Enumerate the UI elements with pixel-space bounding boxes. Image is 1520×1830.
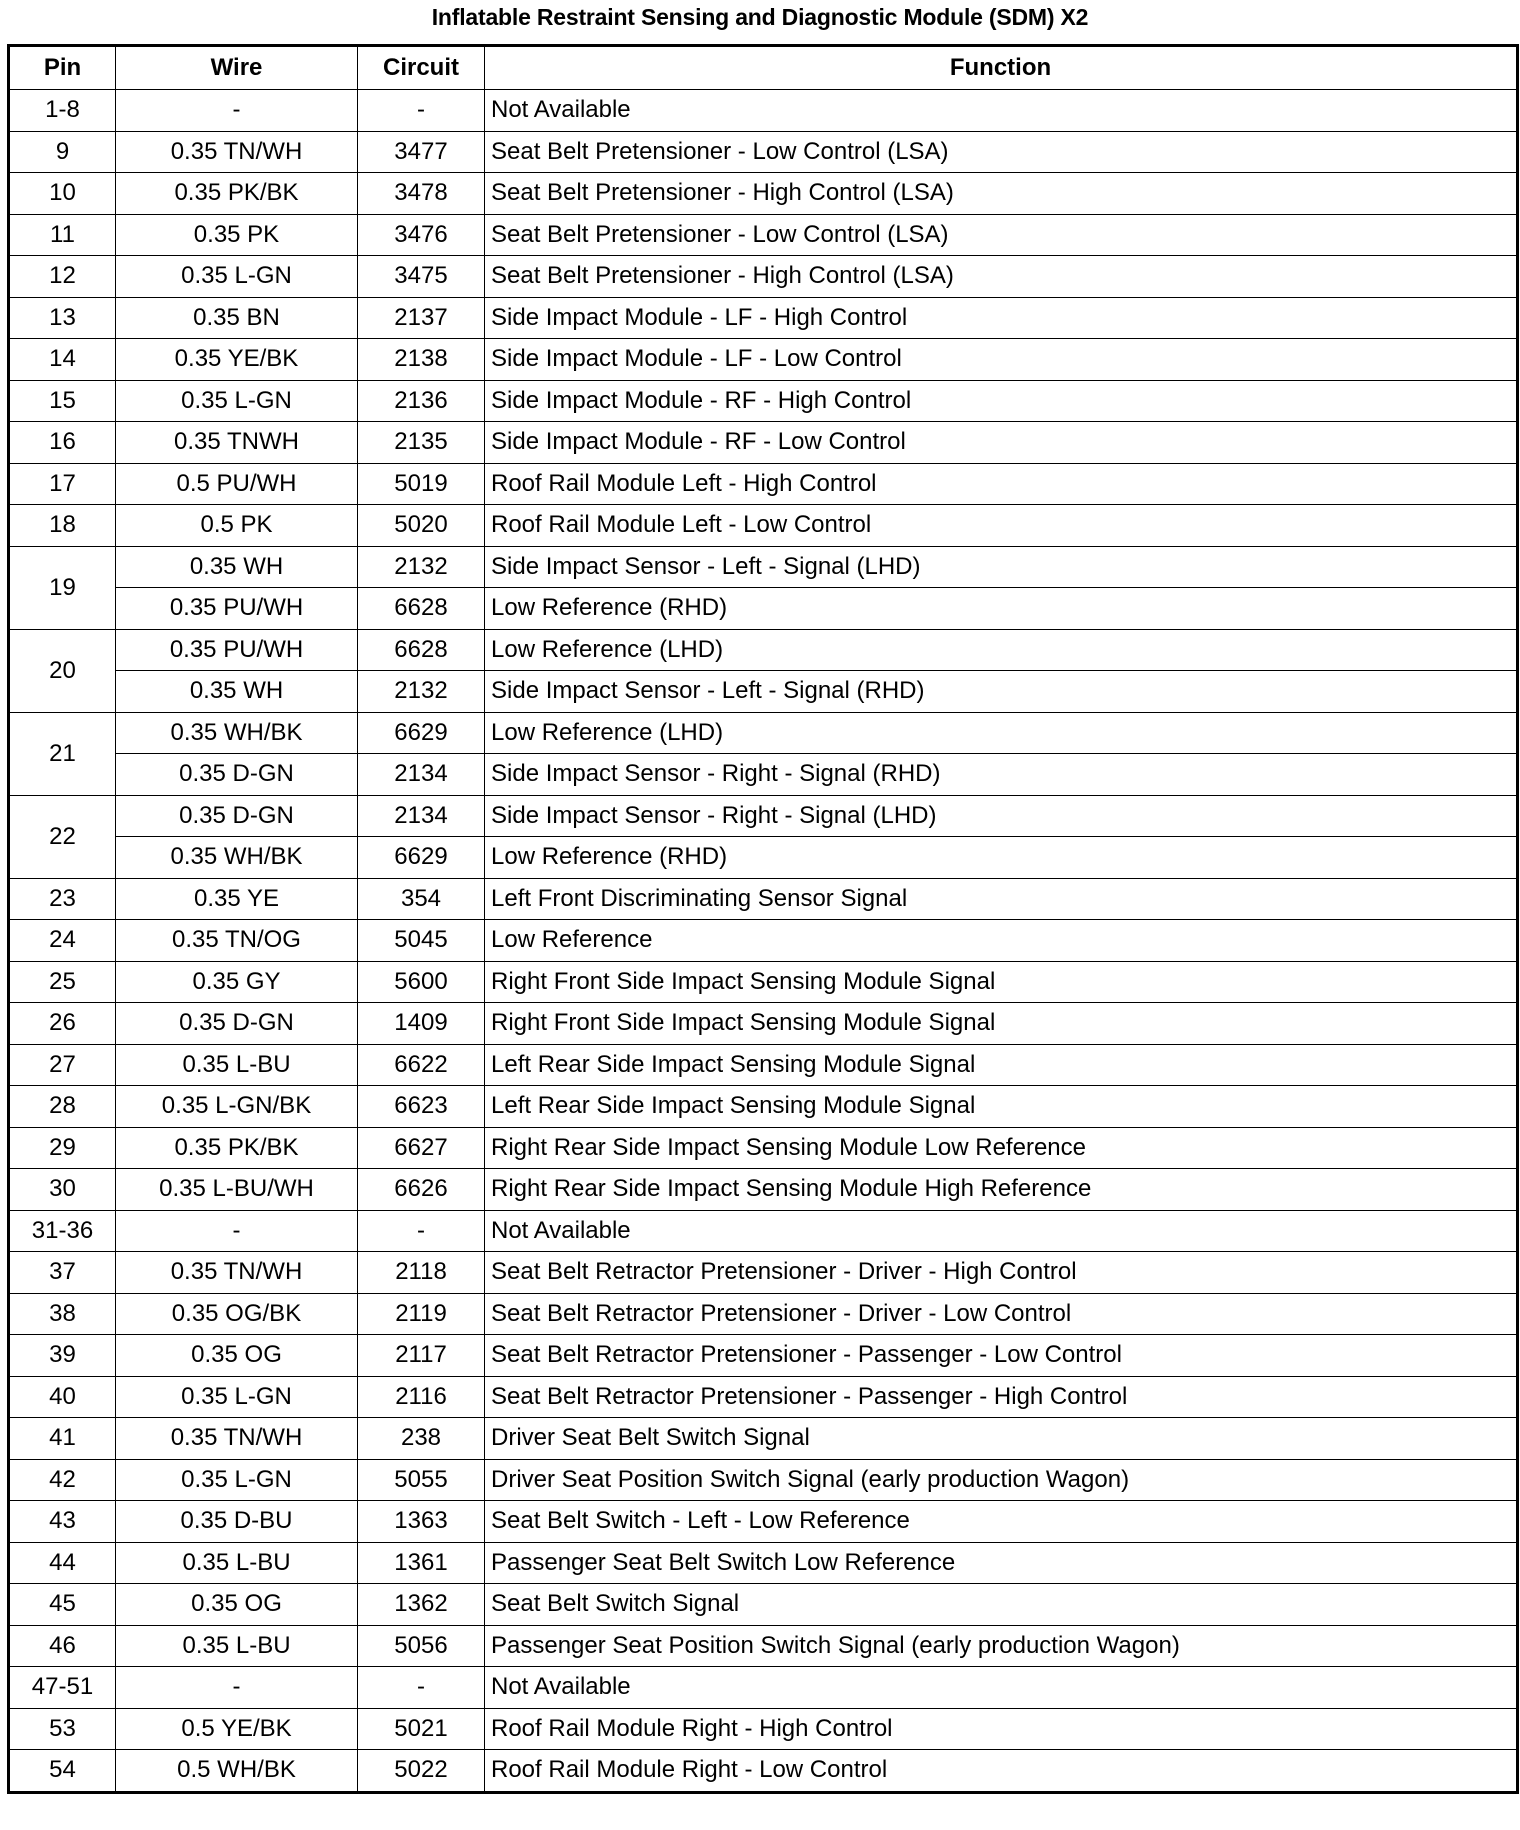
function-cell: Side Impact Sensor - Left - Signal (LHD) <box>485 546 1518 588</box>
wire-cell: 0.35 TN/OG <box>116 920 358 962</box>
function-cell: Side Impact Sensor - Right - Signal (LHD) <box>485 795 1518 837</box>
wire-cell: 0.35 TN/WH <box>116 131 358 173</box>
table-row <box>9 754 1518 796</box>
pin-cell: 18 <box>9 505 116 547</box>
circuit-cell: 5055 <box>358 1459 485 1501</box>
function-cell: Seat Belt Switch - Left - Low Reference <box>485 1501 1518 1543</box>
pin-cell: 53 <box>9 1708 116 1750</box>
function-cell: Driver Seat Position Switch Signal (early production Wagon) <box>485 1459 1518 1501</box>
circuit-cell: 6628 <box>358 588 485 630</box>
function-cell: Low Reference (RHD) <box>485 837 1518 879</box>
wire-cell: 0.35 D-GN <box>116 795 358 837</box>
function-cell: Seat Belt Switch Signal <box>485 1584 1518 1626</box>
table-row <box>9 1750 1518 1793</box>
function-cell: Roof Rail Module Left - Low Control <box>485 505 1518 547</box>
circuit-cell: 5021 <box>358 1708 485 1750</box>
wire-cell: 0.35 L-GN <box>116 380 358 422</box>
circuit-cell: 5020 <box>358 505 485 547</box>
header-pin: Pin <box>9 46 116 90</box>
table-row <box>9 1542 1518 1584</box>
circuit-cell: 6629 <box>358 837 485 879</box>
table-row <box>9 173 1518 215</box>
function-cell: Roof Rail Module Left - High Control <box>485 463 1518 505</box>
circuit-cell: 2118 <box>358 1252 485 1294</box>
table-row <box>9 214 1518 256</box>
wire-cell: 0.35 PK/BK <box>116 173 358 215</box>
table-row <box>9 920 1518 962</box>
function-cell: Not Available <box>485 90 1518 132</box>
function-cell: Not Available <box>485 1667 1518 1709</box>
table-row <box>9 1584 1518 1626</box>
function-cell: Seat Belt Retractor Pretensioner - Passenger - High Control <box>485 1376 1518 1418</box>
table-row <box>9 1708 1518 1750</box>
table-row <box>9 463 1518 505</box>
table-row <box>9 1044 1518 1086</box>
document-title: Inflatable Restraint Sensing and Diagnostic Module (SDM) X2 <box>431 4 1089 30</box>
table-row <box>9 256 1518 298</box>
table-row <box>9 422 1518 464</box>
circuit-cell: 354 <box>358 878 485 920</box>
table-row <box>9 878 1518 920</box>
table-row <box>9 712 1518 754</box>
pin-cell: 37 <box>9 1252 116 1294</box>
circuit-cell: 2134 <box>358 754 485 796</box>
pin-cell: 19 <box>9 546 116 629</box>
wire-cell: - <box>116 1667 358 1709</box>
circuit-cell: 5022 <box>358 1750 485 1793</box>
circuit-cell: 2137 <box>358 297 485 339</box>
wire-cell: 0.5 PU/WH <box>116 463 358 505</box>
function-cell: Right Rear Side Impact Sensing Module Low Reference <box>485 1127 1518 1169</box>
table-row <box>9 671 1518 713</box>
circuit-cell: 5056 <box>358 1625 485 1667</box>
table-row <box>9 1003 1518 1045</box>
wire-cell: 0.35 BN <box>116 297 358 339</box>
pin-cell: 15 <box>9 380 116 422</box>
wire-cell: 0.35 PK <box>116 214 358 256</box>
table-row <box>9 1210 1518 1252</box>
circuit-cell: 3477 <box>358 131 485 173</box>
pin-cell: 10 <box>9 173 116 215</box>
pin-cell: 46 <box>9 1625 116 1667</box>
table-row <box>9 505 1518 547</box>
wire-cell: 0.5 YE/BK <box>116 1708 358 1750</box>
wire-cell: 0.35 OG <box>116 1335 358 1377</box>
table-row <box>9 546 1518 588</box>
pin-cell: 30 <box>9 1169 116 1211</box>
circuit-cell: - <box>358 1667 485 1709</box>
wire-cell: 0.35 L-GN/BK <box>116 1086 358 1128</box>
wire-cell: 0.35 GY <box>116 961 358 1003</box>
circuit-cell: 2134 <box>358 795 485 837</box>
function-cell: Roof Rail Module Right - High Control <box>485 1708 1518 1750</box>
circuit-cell: 1362 <box>358 1584 485 1626</box>
table-row <box>9 1625 1518 1667</box>
wire-cell: 0.5 PK <box>116 505 358 547</box>
pin-cell: 12 <box>9 256 116 298</box>
function-cell: Side Impact Sensor - Left - Signal (RHD) <box>485 671 1518 713</box>
pin-cell: 42 <box>9 1459 116 1501</box>
wire-cell: 0.5 WH/BK <box>116 1750 358 1793</box>
circuit-cell: 1361 <box>358 1542 485 1584</box>
header-row <box>9 46 1518 90</box>
table-row <box>9 1459 1518 1501</box>
wire-cell: 0.35 WH <box>116 671 358 713</box>
circuit-cell: - <box>358 1210 485 1252</box>
table-row <box>9 90 1518 132</box>
table-row <box>9 1169 1518 1211</box>
wire-cell: 0.35 WH/BK <box>116 712 358 754</box>
wire-cell: 0.35 L-GN <box>116 1376 358 1418</box>
circuit-cell: 6622 <box>358 1044 485 1086</box>
function-cell: Side Impact Module - LF - Low Control <box>485 339 1518 381</box>
circuit-cell: 1409 <box>358 1003 485 1045</box>
circuit-cell: 2117 <box>358 1335 485 1377</box>
wire-cell: 0.35 TN/WH <box>116 1418 358 1460</box>
table-row <box>9 837 1518 879</box>
table-row <box>9 131 1518 173</box>
table-row <box>9 1252 1518 1294</box>
circuit-cell: 6626 <box>358 1169 485 1211</box>
header-wire: Wire <box>116 46 358 90</box>
pin-cell: 9 <box>9 131 116 173</box>
pin-cell: 47-51 <box>9 1667 116 1709</box>
function-cell: Left Rear Side Impact Sensing Module Signal <box>485 1044 1518 1086</box>
circuit-cell: 2119 <box>358 1293 485 1335</box>
circuit-cell: 6629 <box>358 712 485 754</box>
function-cell: Seat Belt Pretensioner - High Control (LSA) <box>485 173 1518 215</box>
function-cell: Seat Belt Pretensioner - Low Control (LSA) <box>485 214 1518 256</box>
circuit-cell: - <box>358 90 485 132</box>
pin-cell: 39 <box>9 1335 116 1377</box>
circuit-cell: 238 <box>358 1418 485 1460</box>
circuit-cell: 2132 <box>358 671 485 713</box>
table-row <box>9 1293 1518 1335</box>
table-row <box>9 795 1518 837</box>
table-row <box>9 297 1518 339</box>
wire-cell: 0.35 TN/WH <box>116 1252 358 1294</box>
header-function: Function <box>485 46 1518 90</box>
function-cell: Left Rear Side Impact Sensing Module Signal <box>485 1086 1518 1128</box>
circuit-cell: 2135 <box>358 422 485 464</box>
table-row <box>9 339 1518 381</box>
wire-cell: - <box>116 90 358 132</box>
circuit-cell: 5600 <box>358 961 485 1003</box>
function-cell: Right Front Side Impact Sensing Module Signal <box>485 1003 1518 1045</box>
pin-cell: 1-8 <box>9 90 116 132</box>
function-cell: Seat Belt Pretensioner - Low Control (LSA) <box>485 131 1518 173</box>
wire-cell: 0.35 WH <box>116 546 358 588</box>
table-row <box>9 1667 1518 1709</box>
pin-cell: 45 <box>9 1584 116 1626</box>
circuit-cell: 5045 <box>358 920 485 962</box>
pin-cell: 43 <box>9 1501 116 1543</box>
function-cell: Driver Seat Belt Switch Signal <box>485 1418 1518 1460</box>
circuit-cell: 2132 <box>358 546 485 588</box>
function-cell: Side Impact Module - LF - High Control <box>485 297 1518 339</box>
function-cell: Seat Belt Retractor Pretensioner - Driver - Low Control <box>485 1293 1518 1335</box>
wire-cell: - <box>116 1210 358 1252</box>
function-cell: Side Impact Module - RF - Low Control <box>485 422 1518 464</box>
pin-cell: 54 <box>9 1750 116 1793</box>
circuit-cell: 6627 <box>358 1127 485 1169</box>
pin-cell: 20 <box>9 629 116 712</box>
circuit-cell: 1363 <box>358 1501 485 1543</box>
function-cell: Right Front Side Impact Sensing Module Signal <box>485 961 1518 1003</box>
pin-cell: 28 <box>9 1086 116 1128</box>
function-cell: Passenger Seat Position Switch Signal (early production Wagon) <box>485 1625 1518 1667</box>
pin-cell: 11 <box>9 214 116 256</box>
wire-cell: 0.35 OG/BK <box>116 1293 358 1335</box>
wire-cell: 0.35 PU/WH <box>116 629 358 671</box>
wire-cell: 0.35 L-BU <box>116 1625 358 1667</box>
wire-cell: 0.35 PU/WH <box>116 588 358 630</box>
table-row <box>9 380 1518 422</box>
pin-cell: 40 <box>9 1376 116 1418</box>
table-row <box>9 1376 1518 1418</box>
wire-cell: 0.35 YE/BK <box>116 339 358 381</box>
circuit-cell: 2138 <box>358 339 485 381</box>
wire-cell: 0.35 D-GN <box>116 754 358 796</box>
function-cell: Low Reference <box>485 920 1518 962</box>
wire-cell: 0.35 YE <box>116 878 358 920</box>
pinout-table <box>7 44 1519 1794</box>
table-row <box>9 629 1518 671</box>
function-cell: Seat Belt Pretensioner - High Control (LSA) <box>485 256 1518 298</box>
pin-cell: 25 <box>9 961 116 1003</box>
wire-cell: 0.35 L-GN <box>116 256 358 298</box>
pin-cell: 29 <box>9 1127 116 1169</box>
function-cell: Not Available <box>485 1210 1518 1252</box>
table-row <box>9 1086 1518 1128</box>
function-cell: Low Reference (RHD) <box>485 588 1518 630</box>
pin-cell: 24 <box>9 920 116 962</box>
pin-cell: 21 <box>9 712 116 795</box>
table-row <box>9 1335 1518 1377</box>
circuit-cell: 2136 <box>358 380 485 422</box>
circuit-cell: 6623 <box>358 1086 485 1128</box>
circuit-cell: 3476 <box>358 214 485 256</box>
table-row <box>9 1501 1518 1543</box>
pin-cell: 16 <box>9 422 116 464</box>
circuit-cell: 3478 <box>358 173 485 215</box>
function-cell: Low Reference (LHD) <box>485 629 1518 671</box>
pin-cell: 23 <box>9 878 116 920</box>
pin-cell: 22 <box>9 795 116 878</box>
pin-cell: 38 <box>9 1293 116 1335</box>
pin-cell: 13 <box>9 297 116 339</box>
wire-cell: 0.35 L-BU/WH <box>116 1169 358 1211</box>
wire-cell: 0.35 D-GN <box>116 1003 358 1045</box>
function-cell: Side Impact Module - RF - High Control <box>485 380 1518 422</box>
pin-cell: 31-36 <box>9 1210 116 1252</box>
table-row <box>9 1127 1518 1169</box>
header-circuit: Circuit <box>358 46 485 90</box>
table-row <box>9 1418 1518 1460</box>
function-cell: Roof Rail Module Right - Low Control <box>485 1750 1518 1793</box>
wire-cell: 0.35 WH/BK <box>116 837 358 879</box>
table-row <box>9 961 1518 1003</box>
pin-cell: 27 <box>9 1044 116 1086</box>
wire-cell: 0.35 L-BU <box>116 1542 358 1584</box>
wire-cell: 0.35 TNWH <box>116 422 358 464</box>
pin-cell: 14 <box>9 339 116 381</box>
circuit-cell: 6628 <box>358 629 485 671</box>
wire-cell: 0.35 L-BU <box>116 1044 358 1086</box>
function-cell: Side Impact Sensor - Right - Signal (RHD) <box>485 754 1518 796</box>
circuit-cell: 5019 <box>358 463 485 505</box>
function-cell: Passenger Seat Belt Switch Low Reference <box>485 1542 1518 1584</box>
function-cell: Left Front Discriminating Sensor Signal <box>485 878 1518 920</box>
wire-cell: 0.35 OG <box>116 1584 358 1626</box>
circuit-cell: 2116 <box>358 1376 485 1418</box>
wire-cell: 0.35 L-GN <box>116 1459 358 1501</box>
pin-cell: 17 <box>9 463 116 505</box>
function-cell: Seat Belt Retractor Pretensioner - Passenger - Low Control <box>485 1335 1518 1377</box>
pin-cell: 41 <box>9 1418 116 1460</box>
pin-cell: 44 <box>9 1542 116 1584</box>
table-body <box>9 90 1518 1793</box>
circuit-cell: 3475 <box>358 256 485 298</box>
table-row <box>9 588 1518 630</box>
pin-cell: 26 <box>9 1003 116 1045</box>
wire-cell: 0.35 D-BU <box>116 1501 358 1543</box>
function-cell: Seat Belt Retractor Pretensioner - Driver - High Control <box>485 1252 1518 1294</box>
function-cell: Low Reference (LHD) <box>485 712 1518 754</box>
function-cell: Right Rear Side Impact Sensing Module High Reference <box>485 1169 1518 1211</box>
wire-cell: 0.35 PK/BK <box>116 1127 358 1169</box>
